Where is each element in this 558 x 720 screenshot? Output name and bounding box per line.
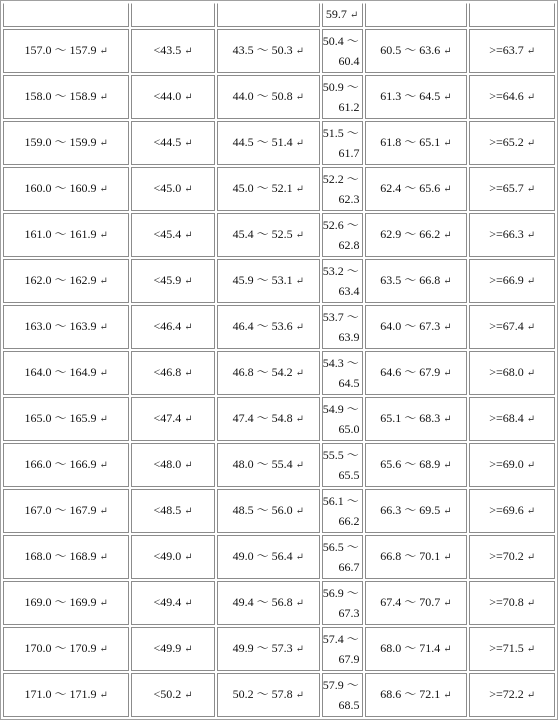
table-cell	[131, 29, 215, 73]
table-cell	[3, 351, 129, 395]
table-cell	[3, 29, 129, 73]
return-mark-icon: ↵	[526, 598, 536, 609]
cell-text: <48.5	[153, 503, 182, 517]
cell-text: 158.0 ～ 158.9	[24, 89, 97, 103]
return-mark-icon: ↵	[184, 690, 193, 701]
table-cell	[3, 627, 129, 671]
table-cell	[365, 489, 468, 533]
table-cell	[131, 259, 215, 303]
table-cell	[131, 627, 215, 671]
return-mark-icon: ↵	[184, 414, 193, 425]
return-mark-icon: ↵	[526, 690, 536, 701]
cell-text: 61.8 ～ 65.1	[380, 135, 441, 149]
cell-text: >=71.5	[489, 641, 524, 655]
cell-text-line1: 53.2 ～	[322, 264, 359, 278]
cell-text: 64.6 ～ 67.9	[380, 365, 441, 379]
return-mark-icon: ↵	[184, 506, 193, 517]
table-row	[3, 29, 555, 73]
cell-text: <46.8	[153, 365, 182, 379]
table-row	[3, 213, 555, 257]
return-mark-icon: ↵	[443, 644, 452, 655]
cell-text: 64.0 ～ 67.3	[380, 319, 441, 333]
cell-text: <44.5	[153, 135, 182, 149]
cell-text: 47.4 ～ 54.8	[232, 411, 293, 425]
cell-text: <45.0	[153, 181, 182, 195]
return-mark-icon: ↵	[443, 460, 452, 471]
cell-text: 44.5 ～ 51.4	[232, 135, 293, 149]
return-mark-icon: ↵	[443, 138, 452, 149]
table-row	[3, 167, 555, 211]
cell-text: 43.5 ～ 50.3	[232, 43, 293, 57]
table-cell	[217, 167, 320, 211]
return-mark-icon: ↵	[99, 414, 108, 425]
cell-text: >=66.9	[489, 273, 524, 287]
cell-text-line1: 52.2 ～	[322, 172, 359, 186]
return-mark-icon: ↵	[184, 138, 193, 149]
table-cell-wrapped	[322, 121, 363, 165]
table-row	[3, 581, 555, 625]
cell-text: 48.0 ～ 55.4	[232, 457, 293, 471]
table-cell	[3, 75, 129, 119]
table-cell	[469, 351, 555, 395]
return-mark-icon: ↵	[443, 552, 452, 563]
table-cell-wrapped	[322, 351, 363, 395]
return-mark-icon: ↵	[295, 322, 304, 333]
table-cell	[469, 581, 555, 625]
cell-text: 167.0 ～ 167.9	[24, 503, 97, 517]
cell-text: >=68.4	[489, 411, 524, 425]
table-cell	[469, 29, 555, 73]
cell-text: 48.5 ～ 56.0	[232, 503, 293, 517]
return-mark-icon: ↵	[443, 46, 452, 57]
return-mark-icon: ↵	[526, 184, 536, 195]
return-mark-icon: ↵	[295, 690, 304, 701]
table-cell	[365, 351, 468, 395]
return-mark-icon: ↵	[99, 506, 108, 517]
return-mark-icon: ↵	[443, 598, 452, 609]
table-row	[3, 673, 555, 717]
return-mark-icon: ↵	[184, 46, 193, 57]
return-mark-icon: ↵	[99, 230, 108, 241]
table-cell-wrapped	[322, 581, 363, 625]
cell-text-line1: 52.6 ～	[322, 218, 359, 232]
return-mark-icon: ↵	[443, 506, 452, 517]
cell-text: >=70.2	[489, 549, 524, 563]
cell-text: 62.9 ～ 66.2	[380, 227, 441, 241]
table-cell	[3, 3, 129, 27]
return-mark-icon: ↵	[99, 460, 108, 471]
cell-text: 65.6 ～ 68.9	[380, 457, 441, 471]
return-mark-icon: ↵	[99, 138, 108, 149]
table-row	[3, 627, 555, 671]
table-cell	[365, 121, 468, 165]
return-mark-icon: ↵	[443, 690, 452, 701]
cell-text: 169.0 ～ 169.9	[24, 595, 97, 609]
table-cell	[365, 535, 468, 579]
table-cell	[469, 3, 555, 27]
cell-text: 46.8 ～ 54.2	[232, 365, 293, 379]
cell-text: 49.9 ～ 57.3	[232, 641, 293, 655]
cell-text: 68.6 ～ 72.1	[380, 687, 441, 701]
cell-text-line1: 57.4 ～	[322, 632, 359, 646]
table-cell	[3, 673, 129, 717]
cell-text: <45.9	[153, 273, 182, 287]
cell-text: <44.0	[153, 89, 182, 103]
cell-text: 44.0 ～ 50.8	[232, 89, 293, 103]
table-cell	[365, 259, 468, 303]
return-mark-icon: ↵	[526, 506, 536, 517]
cell-text-line2: 66.2	[338, 514, 360, 528]
table-cell-wrapped	[322, 489, 363, 533]
return-mark-icon: ↵	[184, 184, 193, 195]
table-cell	[131, 443, 215, 487]
table-cell	[131, 489, 215, 533]
table-cell	[217, 581, 320, 625]
return-mark-icon: ↵	[295, 138, 304, 149]
table-row	[3, 75, 555, 119]
cell-text: >=68.0	[489, 365, 524, 379]
table-cell	[3, 167, 129, 211]
cell-text: 161.0 ～ 161.9	[24, 227, 97, 241]
return-mark-icon: ↵	[295, 230, 304, 241]
return-mark-icon: ↵	[526, 552, 536, 563]
table-cell	[365, 627, 468, 671]
return-mark-icon: ↵	[295, 644, 304, 655]
cell-text-line2: 61.7	[338, 146, 360, 160]
table-cell	[365, 397, 468, 441]
table-cell	[3, 535, 129, 579]
table-cell-wrapped	[322, 535, 363, 579]
cell-text: <48.0	[153, 457, 182, 471]
table-cell	[469, 167, 555, 211]
return-mark-icon: ↵	[99, 276, 108, 287]
table-cell	[469, 535, 555, 579]
cell-text: >=69.0	[489, 457, 524, 471]
table-cell-wrapped	[322, 75, 363, 119]
cell-text: >=72.2	[489, 687, 524, 701]
return-mark-icon: ↵	[443, 92, 452, 103]
table-cell	[131, 75, 215, 119]
table-cell	[322, 3, 363, 27]
return-mark-icon: ↵	[184, 460, 193, 471]
table-cell	[217, 397, 320, 441]
table-cell-wrapped	[322, 259, 363, 303]
cell-text-line2: 63.9	[338, 330, 360, 344]
cell-text: 165.0 ～ 165.9	[24, 411, 97, 425]
table-cell	[365, 305, 468, 349]
cell-text: 49.4 ～ 56.8	[232, 595, 293, 609]
return-mark-icon: ↵	[526, 46, 536, 57]
table-cell-wrapped	[322, 167, 363, 211]
cell-text: 162.0 ～ 162.9	[24, 273, 97, 287]
return-mark-icon: ↵	[295, 368, 304, 379]
return-mark-icon: ↵	[443, 184, 452, 195]
cell-text: 65.1 ～ 68.3	[380, 411, 441, 425]
cell-text-line2: 66.7	[338, 560, 360, 574]
table-cell	[131, 351, 215, 395]
table-cell	[365, 3, 468, 27]
table-cell	[469, 259, 555, 303]
cell-text: 163.0 ～ 163.9	[24, 319, 97, 333]
return-mark-icon: ↵	[295, 598, 304, 609]
return-mark-icon: ↵	[295, 46, 304, 57]
cell-text: 61.3 ～ 64.5	[380, 89, 441, 103]
table-cell-wrapped	[322, 29, 363, 73]
table-cell	[217, 75, 320, 119]
cell-text: 164.0 ～ 164.9	[24, 365, 97, 379]
return-mark-icon: ↵	[526, 92, 536, 103]
table-row	[3, 535, 555, 579]
return-mark-icon: ↵	[184, 230, 193, 241]
table-row	[3, 397, 555, 441]
cell-text-line2: 62.3	[338, 192, 360, 206]
cell-text-line2: 65.5	[338, 468, 360, 482]
table-cell	[3, 397, 129, 441]
return-mark-icon: ↵	[184, 644, 193, 655]
return-mark-icon: ↵	[295, 414, 304, 425]
table-cell	[131, 213, 215, 257]
cell-text: 160.0 ～ 160.9	[24, 181, 97, 195]
cell-text: <47.4	[153, 411, 182, 425]
return-mark-icon: ↵	[526, 368, 536, 379]
table-cell	[217, 213, 320, 257]
table-cell	[217, 627, 320, 671]
table-cell	[469, 627, 555, 671]
cell-text: <50.2	[153, 687, 182, 701]
table-cell	[365, 443, 468, 487]
table-cell	[217, 351, 320, 395]
cell-text-line1: 56.1 ～	[322, 494, 359, 508]
return-mark-icon: ↵	[443, 414, 452, 425]
cell-text: 45.4 ～ 52.5	[232, 227, 293, 241]
table-cell	[469, 673, 555, 717]
cell-text-line2: 67.3	[338, 606, 360, 620]
return-mark-icon: ↵	[295, 184, 304, 195]
table-row	[3, 305, 555, 349]
table-cell	[131, 581, 215, 625]
table-cell-wrapped	[322, 213, 363, 257]
return-mark-icon: ↵	[99, 92, 108, 103]
return-mark-icon: ↵	[526, 230, 536, 241]
table-cell	[217, 121, 320, 165]
return-mark-icon: ↵	[295, 92, 304, 103]
cell-text: 68.0 ～ 71.4	[380, 641, 441, 655]
table-cell-wrapped	[322, 443, 363, 487]
cell-text-line2: 64.5	[338, 376, 360, 390]
table-cell-wrapped	[322, 305, 363, 349]
cell-text-line2: 65.0	[338, 422, 360, 436]
cell-text: 66.8 ～ 70.1	[380, 549, 441, 563]
return-mark-icon: ↵	[526, 322, 536, 333]
cell-text: 45.0 ～ 52.1	[232, 181, 293, 195]
return-mark-icon: ↵	[184, 368, 193, 379]
cell-text-line1: 56.9 ～	[322, 586, 359, 600]
table-cell	[217, 535, 320, 579]
cell-text: 170.0 ～ 170.9	[24, 641, 97, 655]
return-mark-icon: ↵	[99, 368, 108, 379]
cell-text-line2: 62.8	[338, 238, 360, 252]
return-mark-icon: ↵	[184, 322, 193, 333]
table-cell	[217, 443, 320, 487]
return-mark-icon: ↵	[295, 460, 304, 471]
table-cell	[3, 305, 129, 349]
table-cell	[469, 305, 555, 349]
table-cell	[469, 397, 555, 441]
return-mark-icon: ↵	[526, 276, 536, 287]
table-cell	[3, 443, 129, 487]
cell-text: 45.9 ～ 53.1	[232, 273, 293, 287]
table-row	[3, 259, 555, 303]
cell-text-line1: 50.4 ～	[322, 34, 359, 48]
return-mark-icon: ↵	[99, 552, 108, 563]
table-cell	[131, 397, 215, 441]
table-cell	[469, 443, 555, 487]
cell-text-line1: 57.9 ～	[322, 678, 359, 692]
return-mark-icon: ↵	[99, 184, 108, 195]
cell-text: 60.5 ～ 63.6	[380, 43, 441, 57]
cell-text-line1: 55.5 ～	[322, 448, 359, 462]
table-cell	[365, 213, 468, 257]
return-mark-icon: ↵	[99, 598, 108, 609]
table-cell	[217, 259, 320, 303]
cell-text: <49.0	[153, 549, 182, 563]
cell-text-line2: 60.4	[338, 54, 360, 68]
cell-text-line1: 56.5 ～	[322, 540, 359, 554]
cell-text: >=65.7	[489, 181, 524, 195]
table-cell	[131, 305, 215, 349]
cell-text: >=69.6	[489, 503, 524, 517]
table-cell	[217, 673, 320, 717]
return-mark-icon: ↵	[526, 460, 536, 471]
table-cell	[3, 581, 129, 625]
return-mark-icon: ↵	[184, 598, 193, 609]
cell-text: 66.3 ～ 69.5	[380, 503, 441, 517]
cell-text: <49.9	[153, 641, 182, 655]
cell-text: >=65.2	[489, 135, 524, 149]
cell-text: 62.4 ～ 65.6	[380, 181, 441, 195]
table-row	[3, 121, 555, 165]
cell-text: >=63.7	[489, 43, 524, 57]
return-mark-icon: ↵	[99, 46, 108, 57]
table-cell	[365, 673, 468, 717]
table-cell	[131, 121, 215, 165]
cell-text-line1: 50.9 ～	[322, 80, 359, 94]
return-mark-icon: ↵	[526, 414, 536, 425]
return-mark-icon: ↵	[443, 276, 452, 287]
table-cell-wrapped	[322, 673, 363, 717]
cell-text: 171.0 ～ 171.9	[24, 687, 97, 701]
cell-text: >=64.6	[489, 89, 524, 103]
return-mark-icon: ↵	[349, 10, 359, 21]
cell-text: 168.0 ～ 168.9	[24, 549, 97, 563]
table-cell-wrapped	[322, 627, 363, 671]
cell-text: >=70.8	[489, 595, 524, 609]
table-cell	[365, 167, 468, 211]
cell-text: 159.0 ～ 159.9	[24, 135, 97, 149]
table-cell	[217, 305, 320, 349]
table-cell	[131, 673, 215, 717]
cell-text: <46.4	[153, 319, 182, 333]
table-cell	[469, 75, 555, 119]
table-cell	[469, 213, 555, 257]
cell-text: <49.4	[153, 595, 182, 609]
cell-text: 46.4 ～ 53.6	[232, 319, 293, 333]
return-mark-icon: ↵	[526, 138, 536, 149]
return-mark-icon: ↵	[443, 322, 452, 333]
cell-text: <45.4	[153, 227, 182, 241]
table-cell	[365, 29, 468, 73]
cell-text: 166.0 ～ 166.9	[24, 457, 97, 471]
cell-text: 50.2 ～ 57.8	[232, 687, 293, 701]
table-cell	[365, 75, 468, 119]
cell-text-line2: 68.5	[338, 698, 360, 712]
cell-text-line1: 51.5 ～	[322, 126, 359, 140]
cell-text-line2: 61.2	[338, 100, 360, 114]
cell-text: 49.0 ～ 56.4	[232, 549, 293, 563]
return-mark-icon: ↵	[99, 690, 108, 701]
return-mark-icon: ↵	[184, 552, 193, 563]
cell-text: >=67.4	[489, 319, 524, 333]
return-mark-icon: ↵	[443, 368, 452, 379]
cell-text: <43.5	[153, 43, 182, 57]
cell-text: 67.4 ～ 70.7	[380, 595, 441, 609]
return-mark-icon: ↵	[184, 276, 193, 287]
cell-text-line1: 54.9 ～	[322, 402, 359, 416]
table-cell	[3, 259, 129, 303]
return-mark-icon: ↵	[295, 552, 304, 563]
table-cell	[217, 3, 320, 27]
table-cell	[365, 581, 468, 625]
table-cell	[3, 213, 129, 257]
table-cell	[217, 29, 320, 73]
table-cell	[217, 489, 320, 533]
cell-text-line1: 53.7 ～	[322, 310, 359, 324]
table-cell	[469, 121, 555, 165]
cell-text: 63.5 ～ 66.8	[380, 273, 441, 287]
table-row	[3, 443, 555, 487]
table-row	[3, 489, 555, 533]
return-mark-icon: ↵	[184, 92, 193, 103]
return-mark-icon: ↵	[295, 276, 304, 287]
cell-text-line2: 63.4	[338, 284, 360, 298]
table-body	[3, 3, 555, 717]
table-cell	[131, 535, 215, 579]
return-mark-icon: ↵	[99, 322, 108, 333]
cell-text: >=66.3	[489, 227, 524, 241]
table-cell-wrapped	[322, 397, 363, 441]
table-cell	[131, 167, 215, 211]
table-row	[3, 351, 555, 395]
table-cell	[131, 3, 215, 27]
return-mark-icon: ↵	[295, 506, 304, 517]
return-mark-icon: ↵	[526, 644, 536, 655]
table-cell	[3, 121, 129, 165]
cell-text-line1: 54.3 ～	[322, 356, 359, 370]
return-mark-icon: ↵	[443, 230, 452, 241]
cell-text-line2: 67.9	[338, 652, 360, 666]
table-row-continued	[3, 3, 555, 27]
cell-text: 157.0 ～ 157.9	[24, 43, 97, 57]
return-mark-icon: ↵	[99, 644, 108, 655]
table-cell	[469, 489, 555, 533]
cell-text: 59.7	[325, 7, 347, 21]
table-cell	[3, 489, 129, 533]
